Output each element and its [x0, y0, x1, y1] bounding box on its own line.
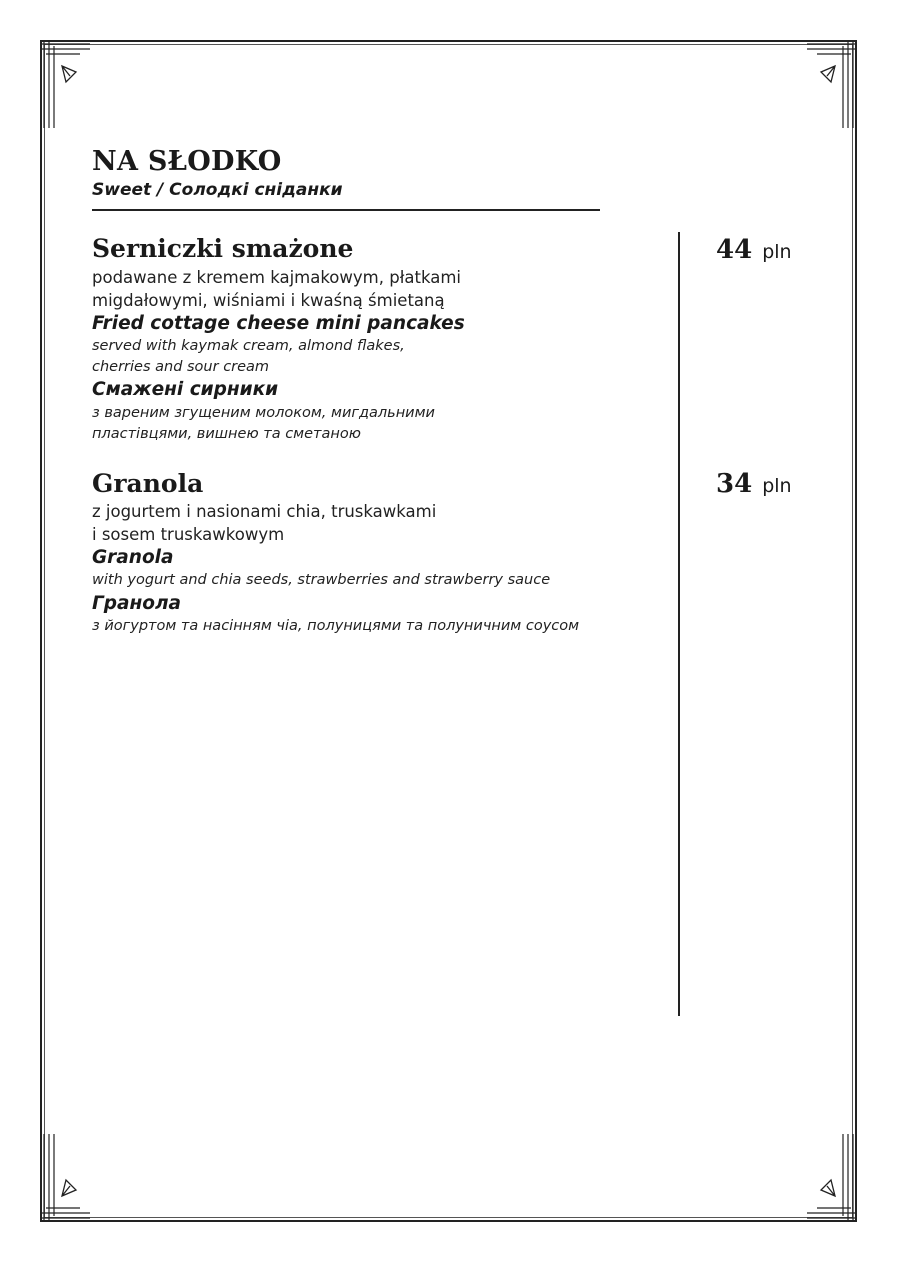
menu-item-description-pl: z jogurtem i nasionami chia, truskawkami i sosem truskawkowym [92, 502, 437, 544]
price-currency: pln [762, 241, 792, 263]
leaf-ornament-icon [40, 40, 90, 130]
price-amount: 44 [716, 235, 753, 265]
menu-item-name-ua: Гранола [92, 593, 182, 614]
price-column-divider [678, 232, 680, 1016]
leaf-ornament-icon [807, 40, 857, 130]
corner-ornament-top-right [807, 40, 857, 130]
menu-item-name-pl: Granola [92, 469, 204, 498]
menu-item-name-en: Fried cottage cheese mini pancakes [92, 313, 465, 334]
leaf-ornament-icon [807, 1132, 857, 1222]
menu-item-name-pl: Serniczki smażone [92, 234, 354, 263]
price-currency: pln [762, 475, 792, 497]
menu-item-description-en: with yogurt and chia seeds, strawberries and strawberry sauce [92, 572, 551, 588]
section-divider [92, 209, 600, 211]
menu-item-name-ua: Смажені сирники [92, 379, 279, 400]
menu-item-price [716, 469, 792, 499]
menu-item-description-pl: podawane z kremem kajmakowym, płatkami migdałowymi, wiśniami i kwaśną śmietaną [92, 268, 461, 310]
corner-ornament-bottom-left [40, 1132, 90, 1222]
section-subtitle: Sweet / Солодкі сніданки [92, 180, 343, 200]
corner-ornament-top-left [40, 40, 90, 130]
corner-ornament-bottom-right [807, 1132, 857, 1222]
leaf-ornament-icon [40, 1132, 90, 1222]
menu-item-price [716, 235, 792, 265]
menu-item-name-en: Granola [92, 547, 174, 568]
menu-item-description-ua: з йогуртом та насінням чіа, полуницями та полуничним соусом [92, 618, 580, 634]
section-title: NA SŁODKO [92, 146, 282, 177]
menu-item-description-ua: з вареним згущеним молоком, мигдальними пластівцями, вишнею та сметаною [92, 405, 435, 442]
price-amount: 34 [716, 469, 753, 499]
menu-item-description-en: served with kaymak cream, almond flakes, cherries and sour cream [92, 338, 405, 375]
